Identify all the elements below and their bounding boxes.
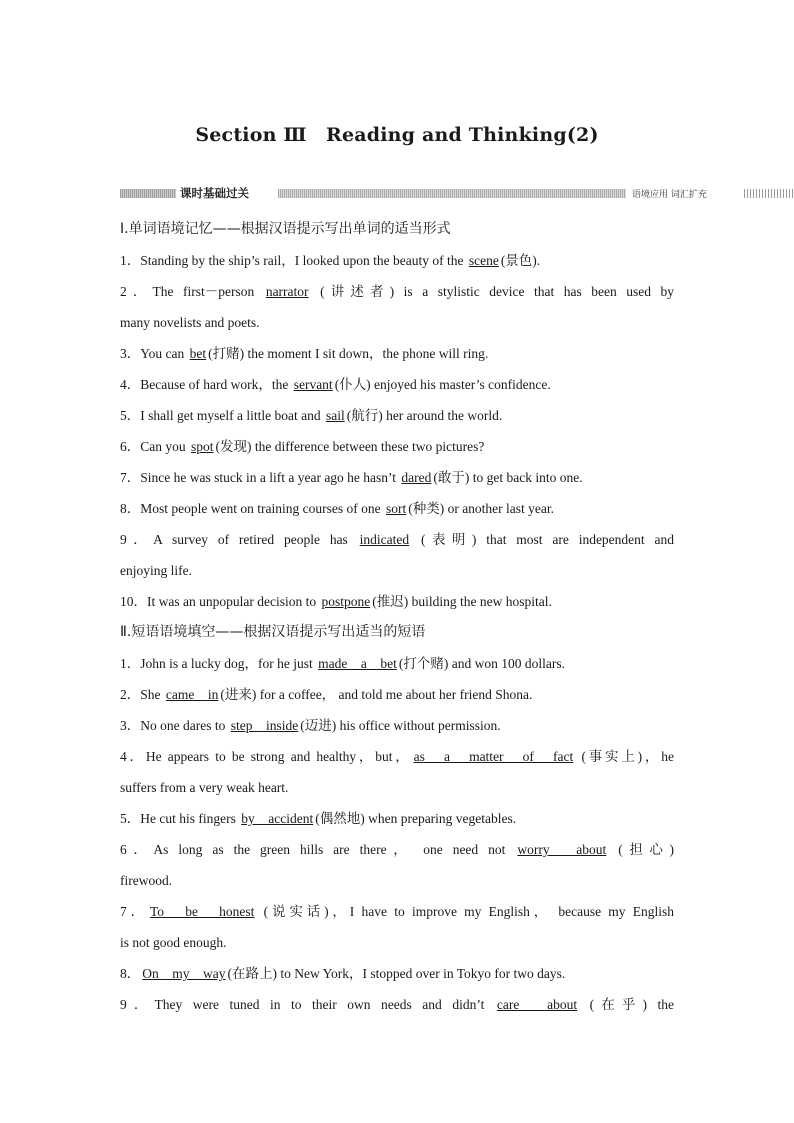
item-hint: (敢于) to get back into one.	[433, 470, 583, 485]
item-text: 2．The first－person	[120, 284, 264, 299]
item-continuation: firewood.	[120, 873, 173, 888]
exercise-item	[120, 803, 674, 834]
banner-decoration-middle	[278, 189, 626, 198]
item-hint: (表明) that most are independent and	[420, 532, 674, 547]
answer-blank: spot	[191, 439, 214, 454]
item-text: 8．	[120, 966, 141, 981]
answer-blank: servant	[293, 377, 333, 392]
exercise-item	[120, 834, 674, 865]
answer-blank: sort	[385, 501, 407, 516]
exercise-item	[120, 524, 674, 555]
item-hint: (说实话)，I have to improve my English， because my English	[263, 904, 674, 919]
exercise-content	[120, 214, 674, 1020]
exercise-item	[120, 648, 674, 679]
answer-blank: scene	[468, 253, 499, 268]
banner-decoration-left	[120, 189, 176, 198]
answer-blank: dared	[401, 470, 432, 485]
item-hint: (发现) the difference between these two pictures?	[215, 439, 485, 454]
exercise-item	[120, 276, 674, 307]
item-text: 4．He appears to be strong and healthy，but，	[120, 749, 412, 764]
page-title: Section Ⅲ Reading and Thinking(2)	[195, 124, 599, 146]
item-text: 3．You can	[120, 346, 188, 361]
item-hint: (打个赌) and won 100 dollars.	[398, 656, 565, 671]
item-hint: (景色).	[500, 253, 541, 268]
section-banner	[120, 186, 707, 202]
answer-blank: as a matter of fact	[413, 749, 574, 764]
exercise-item	[120, 679, 674, 710]
answer-blank: care about	[496, 997, 578, 1012]
item-text: 3．No one dares to	[120, 718, 229, 733]
item-text: 1．John is a lucky dog，for he just	[120, 656, 317, 671]
item-text: 4．Because of hard work，the	[120, 377, 292, 392]
item-text: 6．As long as the green hills are there， one need not	[120, 842, 516, 857]
item-hint: (在路上) to New York，I stopped over in Tokyo for two days.	[227, 966, 566, 981]
item-text: 5．I shall get myself a little boat and	[120, 408, 324, 423]
exercise-item	[120, 989, 674, 1020]
exercise-item	[120, 369, 674, 400]
item-hint: (担心)	[618, 842, 674, 857]
item-hint: (在乎) the	[589, 997, 674, 1012]
answer-blank: came in	[165, 687, 219, 702]
part1-heading: Ⅰ.单词语境记忆——根据汉语提示写出单词的适当形式	[120, 221, 451, 237]
answer-blank: made a bet	[318, 656, 397, 671]
answer-blank: by accident	[241, 811, 314, 826]
exercise-item	[120, 586, 674, 617]
item-continuation: enjoying life.	[120, 563, 192, 578]
item-text: 9．They were tuned in to their own needs and didn’t	[120, 997, 495, 1012]
answer-blank: postpone	[321, 594, 371, 609]
answer-blank: On my way	[142, 966, 226, 981]
part2-heading: Ⅱ.短语语境填空——根据汉语提示写出适当的短语	[120, 624, 426, 640]
exercise-item	[120, 493, 674, 524]
item-continuation: suffers from a very weak heart.	[120, 780, 289, 795]
item-hint: (讲述者) is a stylistic device that has been used by	[320, 284, 674, 299]
exercise-item	[120, 741, 674, 772]
answer-blank: bet	[189, 346, 207, 361]
item-text: 10．It was an unpopular decision to	[120, 594, 320, 609]
item-hint: (航行) her around the world.	[346, 408, 503, 423]
item-text: 9．A survey of retired people has	[120, 532, 358, 547]
exercise-item	[120, 462, 674, 493]
exercise-item	[120, 338, 674, 369]
item-hint: (推迟) building the new hospital.	[372, 594, 552, 609]
item-text: 7．	[120, 904, 148, 919]
item-hint: (事实上)，he	[581, 749, 674, 764]
exercise-item	[120, 245, 674, 276]
banner-decoration-right	[744, 189, 794, 198]
item-hint: (进来) for a coffee， and told me about her friend Shona.	[220, 687, 533, 702]
answer-blank: narrator	[265, 284, 309, 299]
item-continuation: is not good enough.	[120, 935, 227, 950]
item-text: 6．Can you	[120, 439, 189, 454]
item-hint: (偶然地) when preparing vegetables.	[315, 811, 517, 826]
item-text: 7．Since he was stuck in a lift a year ago he hasn’t	[120, 470, 400, 485]
exercise-item	[120, 958, 674, 989]
banner-label: 课时基础过关	[180, 186, 249, 200]
answer-blank: sail	[325, 408, 345, 423]
item-text: 2．She	[120, 687, 164, 702]
item-hint: (打赌) the moment I sit down，the phone will ring.	[208, 346, 489, 361]
item-hint: (仆人) enjoyed his master’s confidence.	[334, 377, 551, 392]
item-text: 8．Most people went on training courses of one	[120, 501, 384, 516]
item-text: 5．He cut his fingers	[120, 811, 240, 826]
item-hint: (迈进) his office without permission.	[300, 718, 501, 733]
item-continuation: many novelists and poets.	[120, 315, 260, 330]
exercise-item	[120, 710, 674, 741]
exercise-item	[120, 400, 674, 431]
banner-right-label: 语境应用 词汇扩充	[632, 190, 707, 200]
item-hint: (种类) or another last year.	[408, 501, 555, 516]
answer-blank: indicated	[359, 532, 410, 547]
exercise-item	[120, 896, 674, 927]
exercise-item	[120, 431, 674, 462]
item-text: 1．Standing by the ship’s rail，I looked upon the beauty of the	[120, 253, 467, 268]
answer-blank: step inside	[230, 718, 299, 733]
answer-blank: To be honest	[149, 904, 255, 919]
answer-blank: worry about	[517, 842, 607, 857]
